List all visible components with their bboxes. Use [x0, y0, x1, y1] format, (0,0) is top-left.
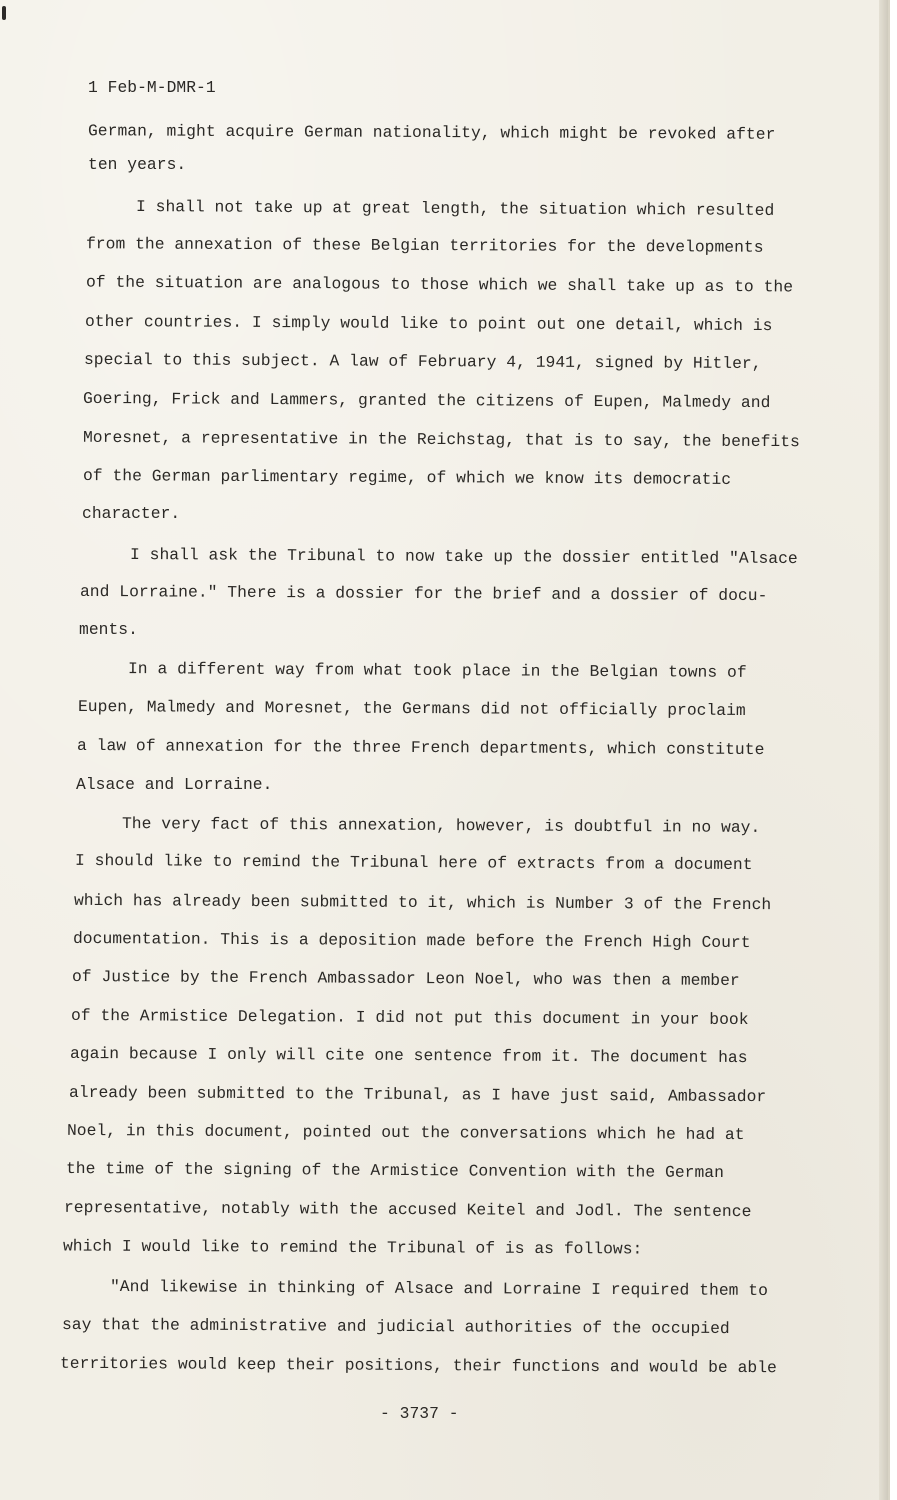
- text-line: Moresnet, a representative in the Reichstag, that is to say, the benefits: [82, 427, 800, 452]
- text-line: character.: [82, 504, 181, 523]
- text-line: the time of the signing of the Armistice Convention with the German: [65, 1158, 725, 1183]
- page-number: - 3737 -: [380, 1404, 459, 1423]
- text-line: a law of annexation for the three French departments, which constitute: [76, 735, 765, 760]
- text-line: say that the administrative and judicial authorities of the occupied: [61, 1314, 730, 1339]
- text-line: German, might acquire German nationality, which might be revoked after: [87, 121, 776, 144]
- text-line: again because I only will cite one sentence from it. The document has: [69, 1043, 748, 1068]
- text-line: Goering, Frick and Lammers, granted the citizens of Eupen, Malmedy and: [82, 388, 771, 413]
- text-line: "And likewise in thinking of Alsace and Lorraine I required them to: [109, 1276, 769, 1301]
- text-line: of the situation are analogous to those which we shall take up as to the: [85, 272, 794, 297]
- text-line: Noel, in this document, pointed out the conversations which he had at: [66, 1120, 745, 1145]
- text-line: of the German parlimentary regime, of which we know its democratic: [82, 466, 732, 489]
- text-line: of the Armistice Delegation. I did not put this document in your book: [70, 1005, 749, 1030]
- text-line: I shall ask the Tribunal to now take up the dossier entitled "Alsace: [129, 544, 798, 569]
- page-header: 1 Feb-M-DMR-1: [88, 78, 216, 97]
- text-line: and Lorraine." There is a dossier for the brief and a dossier of docu-: [79, 581, 768, 606]
- text-line: of Justice by the French Ambassador Leon Noel, who was then a member: [71, 966, 740, 991]
- text-line: special to this subject. A law of February 4, 1941, signed by Hitler,: [83, 349, 762, 374]
- text-line: Alsace and Lorraine.: [76, 775, 273, 794]
- text-line: Eupen, Malmedy and Moresnet, the Germans did not officially proclaim: [77, 696, 746, 721]
- text-line: ten years.: [88, 155, 187, 174]
- page-edge: [879, 0, 888, 1500]
- text-line: which I would like to remind the Tribunal of is as follows:: [62, 1236, 643, 1259]
- text-line: already been submitted to the Tribunal, as I have just said, Ambassador: [68, 1082, 767, 1107]
- text-line: representative, notably with the accused Keitel and Jodl. The sentence: [63, 1197, 752, 1222]
- text-line: documentation. This is a deposition made before the French High Court: [72, 928, 751, 953]
- text-line: other countries. I simply would like to point out one detail, which is: [84, 311, 773, 336]
- text-line: I shall not take up at great length, the situation which resulted: [135, 197, 775, 220]
- text-line: I should like to remind the Tribunal here of extracts from a document: [74, 850, 753, 875]
- text-line: which has already been submitted to it, which is Number 3 of the French: [73, 890, 772, 915]
- text-line: The very fact of this annexation, however, is doubtful in no way.: [121, 814, 761, 837]
- text-line: from the annexation of these Belgian territories for the developments: [85, 234, 764, 257]
- text-line: In a different way from what took place in the Belgian towns of: [127, 659, 747, 682]
- text-line: territories would keep their positions, their functions and would be able: [59, 1353, 777, 1378]
- text-line: ments.: [79, 620, 138, 639]
- binding-mark: [2, 6, 6, 20]
